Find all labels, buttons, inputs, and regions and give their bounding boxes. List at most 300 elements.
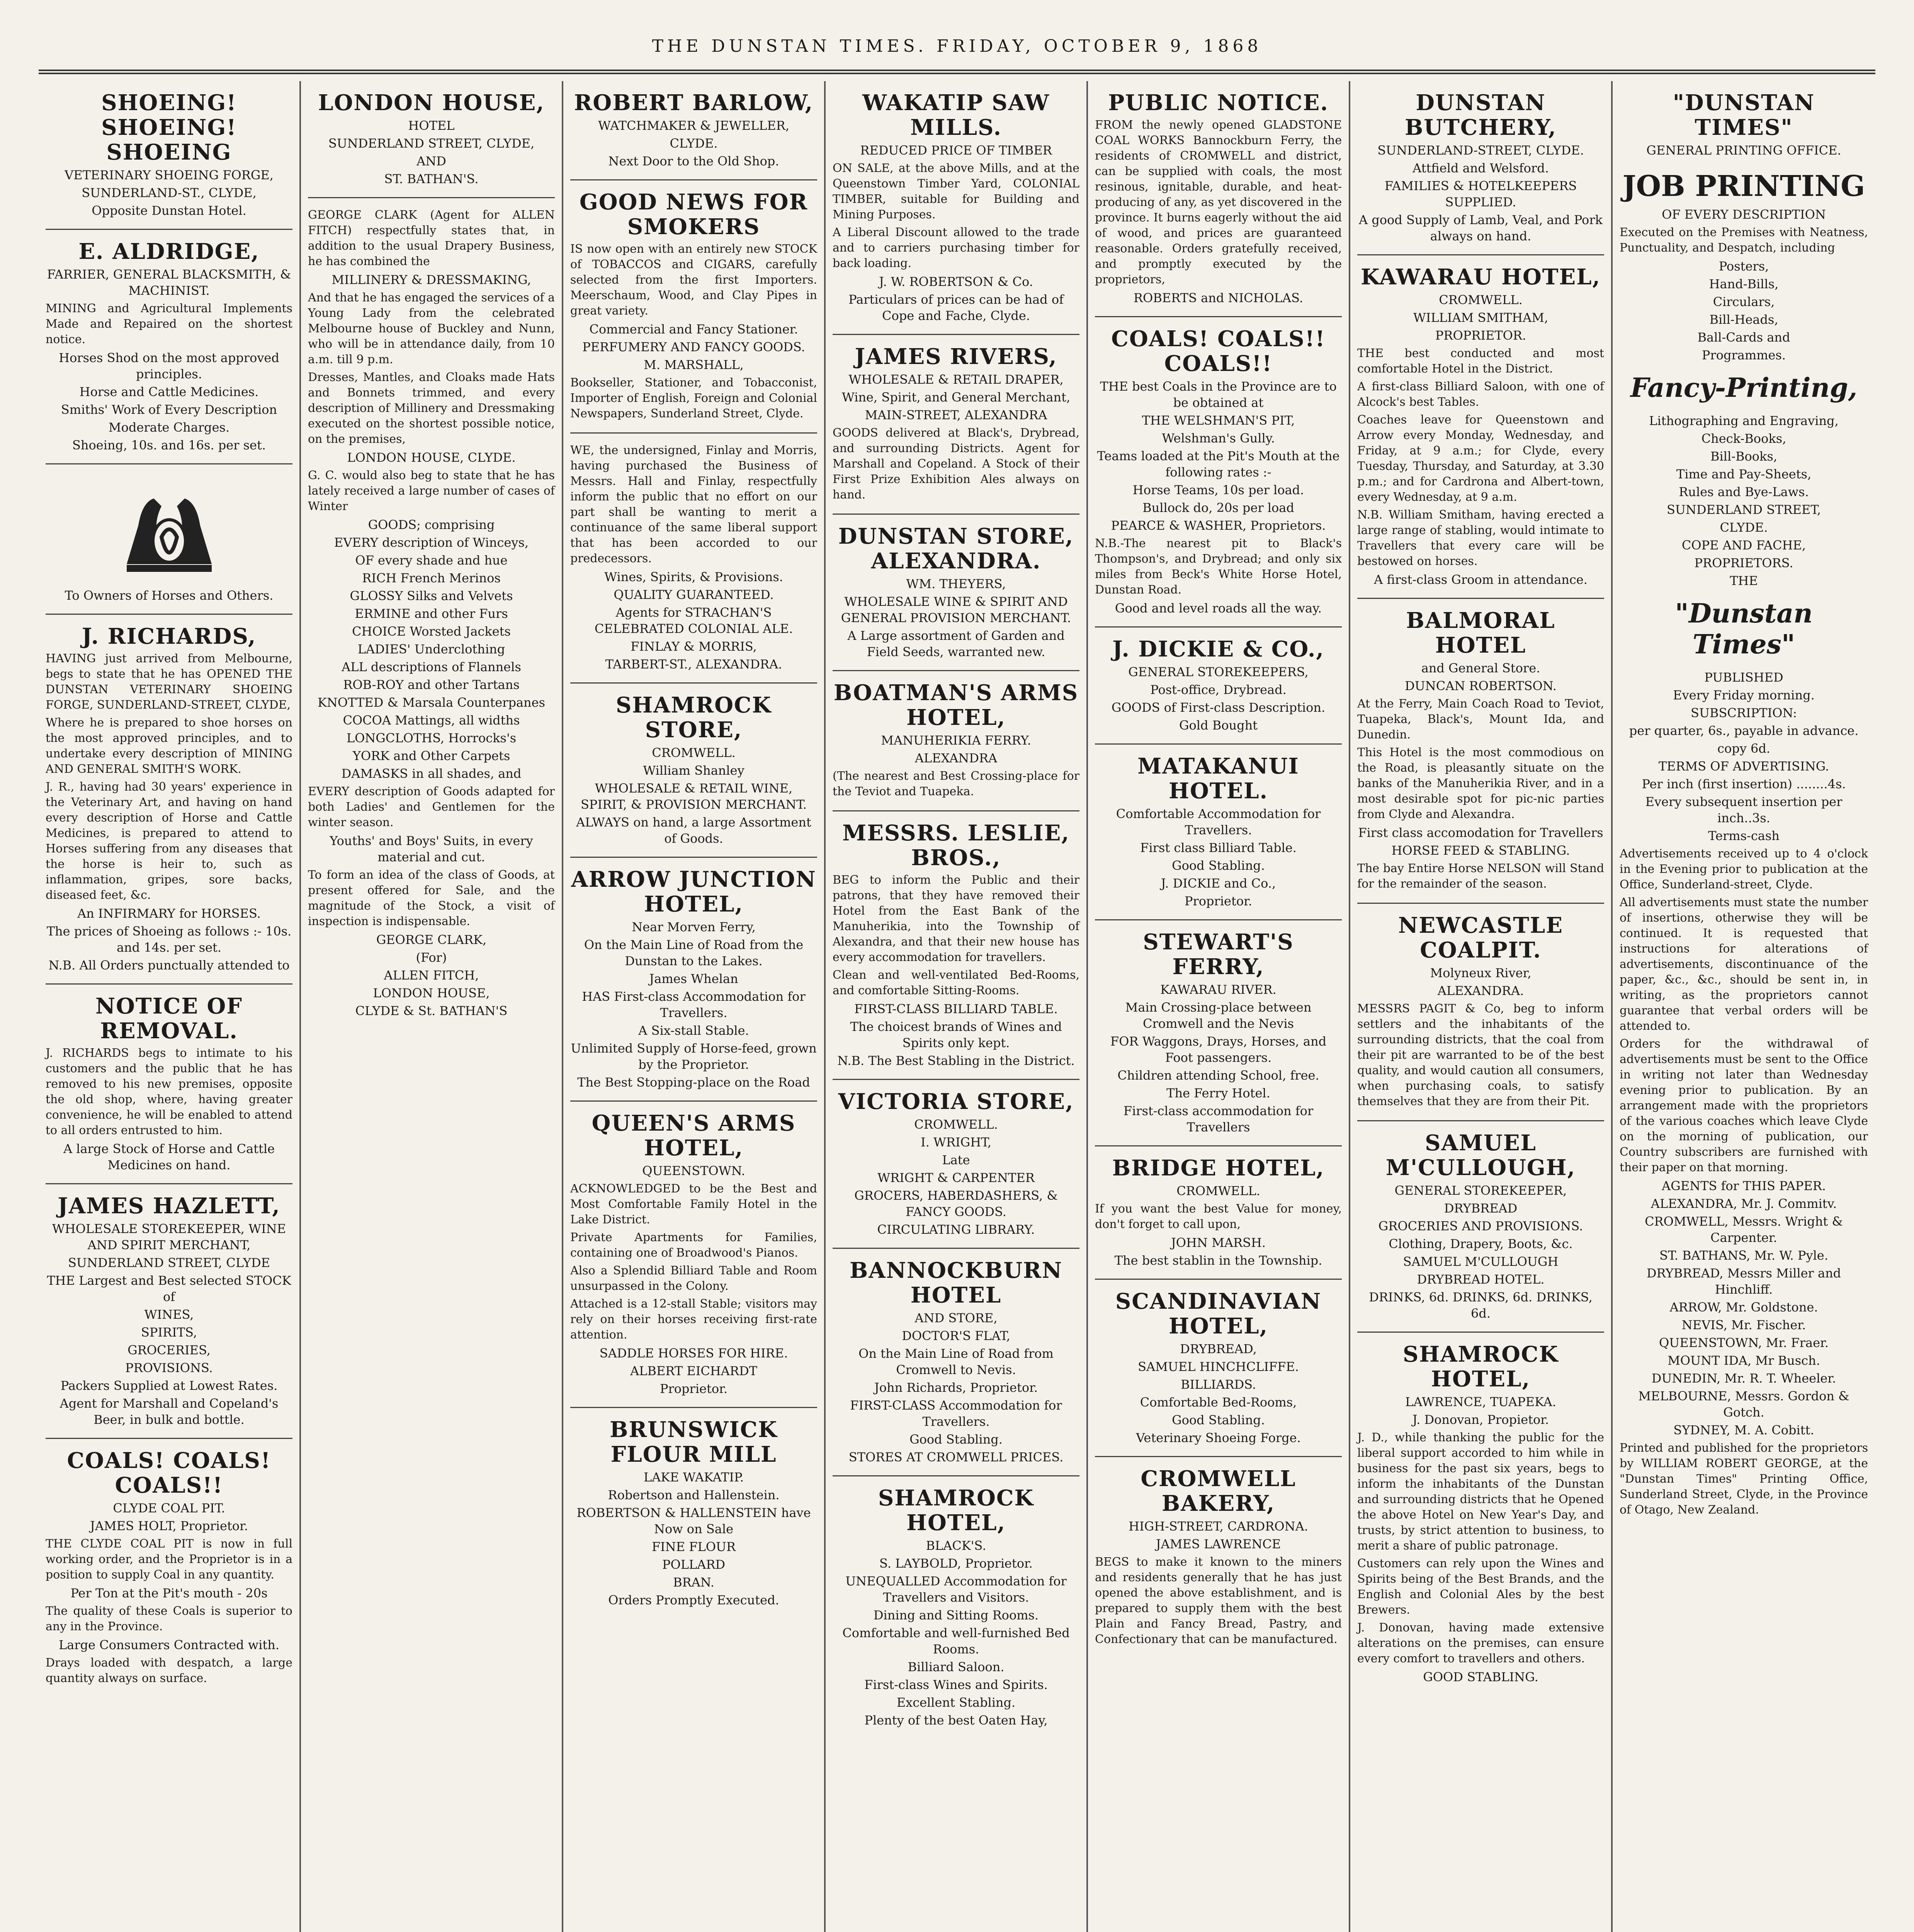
ad-line: COCOA Mattings, all widths	[343, 713, 520, 728]
ad-line: FAMILIES & HOTELKEEPERS SUPPLIED.	[1384, 179, 1577, 209]
ad-line: EVERY description of Winceys,	[334, 535, 529, 550]
ad-line: The Best Stopping-place on the Road	[577, 1075, 810, 1090]
column-2	[301, 81, 563, 1932]
ad-line: Printed and published for the proprietors by WILLIAM ROBERT GEORGE, at the "Dunstan Times" Printing Office, Sunderland Street, Clyde, in the Province of Otago, New Zealand.	[1620, 1441, 1868, 1517]
ad-heading: SCANDINAVIAN HOTEL,	[1115, 1289, 1322, 1339]
ad-line: GOODS delivered at Black's, Drybread, and surrounding Districts. Agent for Marshall and Copeland. A Stock of their First Prize Exhibition Ales always on hand.	[833, 426, 1079, 502]
ad-heading: JAMES RIVERS,	[855, 344, 1057, 369]
ad-line: WRIGHT & CARPENTER	[877, 1170, 1035, 1185]
ad-line: BEGS to make it known to the miners and residents generally that he has just opened the above establishment, and is prepared to supply them with the best Plain and Fancy Bread, Pastry, and Confectionary that can be manufactured.	[1095, 1555, 1342, 1646]
ad-line: HOTEL	[408, 118, 455, 133]
ad-line: LONDON HOUSE, CLYDE.	[347, 450, 516, 465]
ad-line: AND	[416, 154, 446, 168]
ad-line: MINING and Agricultural Implements Made and Repaired on the shortest notice.	[46, 302, 292, 346]
advertisement	[570, 434, 817, 684]
ad-line: ALEXANDRA, Mr. J. Commitv.	[1651, 1196, 1837, 1211]
ad-heading: DUNSTAN STORE, ALEXANDRA.	[838, 524, 1074, 574]
ad-line: Dining and Sitting Rooms.	[873, 1608, 1039, 1622]
ad-line: DRYBREAD,	[1180, 1342, 1257, 1356]
ad-line: AGENTS for THIS PAPER.	[1662, 1179, 1826, 1193]
ad-line: SUNDERLAND STREET, CLYDE	[68, 1255, 270, 1270]
ad-line: Bill-Heads,	[1709, 312, 1778, 327]
advertisement	[1357, 1121, 1604, 1333]
ad-line: Main Crossing-place between Cromwell and the Nevis	[1125, 1000, 1312, 1031]
ad-line: First class Billiard Table.	[1140, 840, 1297, 855]
ad-line: N.B.-The nearest pit to Black's Thompson's, and Drybread; and only six miles from Beck's White Horse Hotel, Dunstan Road.	[1095, 537, 1342, 597]
ad-heading: "DUNSTAN TIMES"	[1673, 90, 1815, 140]
ad-line: Clean and well-ventilated Bed-Rooms, and comfortable Sitting-Rooms.	[833, 968, 1079, 997]
advertisement	[570, 858, 817, 1102]
ad-line: JAMES LAWRENCE	[1156, 1537, 1281, 1551]
ad-line: A Large assortment of Garden and Field Seeds, warranted new.	[847, 628, 1065, 659]
ad-line: PEARCE & WASHER, Proprietors.	[1111, 518, 1326, 533]
ad-line: ALLEN FITCH,	[384, 968, 479, 983]
ad-line: THE best Coals in the Province are to be obtained at	[1100, 379, 1337, 410]
ad-line: THE	[1730, 573, 1758, 588]
ad-heading: PUBLIC NOTICE.	[1108, 90, 1329, 116]
ad-line: and General Store.	[1421, 661, 1540, 675]
ad-line: Billiard Saloon.	[908, 1660, 1005, 1674]
ad-line: EVERY description of Goods adapted for both Ladies' and Gentlemen for the winter season.	[308, 785, 555, 829]
ad-line: Horses Shod on the most approved principles.	[59, 350, 279, 381]
ad-line: Time and Pay-Sheets,	[1676, 467, 1812, 481]
ad-line: CLYDE.	[670, 136, 718, 151]
ad-line: GOOD STABLING.	[1423, 1670, 1538, 1684]
ad-line: Executed on the Premises with Neatness, Punctuality, and Despatch, including	[1620, 226, 1868, 255]
ad-line: Plenty of the best Oaten Hay,	[864, 1713, 1048, 1728]
column-1	[39, 81, 301, 1932]
ad-line: SAMUEL M'CULLOUGH	[1403, 1254, 1559, 1269]
ad-line: J. DICKIE and Co.,	[1161, 876, 1276, 891]
ad-line: Comfortable Accommodation for Travellers.	[1116, 806, 1321, 837]
ad-line: copy 6d.	[1717, 741, 1770, 756]
advertisement	[833, 1476, 1079, 1738]
column-4	[826, 81, 1088, 1932]
advertisement	[46, 985, 292, 1184]
ad-line: Good Stabling.	[1172, 858, 1265, 873]
advertisement	[46, 615, 292, 985]
ad-line: The quality of these Coals is superior to any in the Province.	[46, 1604, 292, 1633]
ad-line: The best stablin in the Township.	[1114, 1253, 1322, 1268]
advertisement	[46, 464, 292, 615]
ad-line: Horse and Cattle Medicines.	[79, 384, 259, 399]
advertisement	[570, 1102, 817, 1408]
ad-line: FINLAY & MORRIS,	[631, 639, 757, 654]
ad-line: "Dunstan Times"	[1675, 598, 1813, 660]
ad-line: First class accomodation for Travellers	[1358, 825, 1603, 840]
ad-line: TERMS OF ADVERTISING.	[1658, 759, 1829, 774]
ad-line: DUNEDIN, Mr. R. T. Wheeler.	[1651, 1371, 1836, 1386]
ad-line: GLOSSY Silks and Velvets	[350, 588, 513, 603]
ad-line: PROPRIETOR.	[1435, 328, 1526, 343]
ad-heading: WAKATIP SAW MILLS.	[862, 90, 1050, 140]
ad-line: WHOLESALE & RETAIL WINE, SPIRIT, & PROVISION MERCHANT.	[580, 781, 807, 812]
ad-line: GENERAL STOREKEEPERS,	[1128, 665, 1309, 679]
ad-heading: CROMWELL BAKERY,	[1141, 1466, 1296, 1516]
masthead: THE DUNSTAN TIMES. FRIDAY, OCTOBER 9, 1868	[39, 23, 1875, 74]
ad-line: Rules and Bye-Laws.	[1679, 485, 1809, 499]
ad-line: N.B. All Orders punctually attended to	[48, 958, 290, 973]
ad-heading: BRIDGE HOTEL,	[1112, 1155, 1325, 1181]
advertisement	[570, 81, 817, 180]
ad-line: GEORGE CLARK,	[376, 932, 487, 947]
ad-line: SAMUEL HINCHCLIFFE.	[1138, 1359, 1299, 1374]
ad-line: FIRST-CLASS BILLIARD TABLE.	[854, 1002, 1058, 1016]
ad-line: WILLIAM SMITHAM,	[1413, 310, 1549, 325]
ad-line: The prices of Shoeing as follows :- 10s. and 14s. per set.	[46, 924, 292, 955]
ad-line: ST. BATHANS, Mr. W. Pyle.	[1659, 1248, 1828, 1263]
ad-line: Every Friday morning.	[1673, 688, 1815, 702]
ad-line: Welshman's Gully.	[1162, 431, 1275, 446]
ad-line: And that he has engaged the services of a Young Lady from the celebrated Melbourne house of Buckley and Nunn, who will be in attendance daily, from 10 a.m. till 9 p.m.	[308, 291, 555, 366]
ad-line: Fancy-Printing,	[1630, 372, 1858, 403]
advertisement	[1095, 1457, 1342, 1658]
ad-line: Proprietor.	[1184, 894, 1253, 908]
ad-line: REDUCED PRICE OF TIMBER	[860, 143, 1052, 158]
ad-line: MESSRS PAGIT & Co, beg to inform settlers and the inhabitants of the surrounding districts, that the coal from their pit are warranted to be of the best quality, and would caution all consumers, when purchasing coals, to satisfy themselves that they are from their Pit.	[1357, 1002, 1604, 1108]
advertisement	[570, 180, 817, 434]
ad-line: DOCTOR'S FLAT,	[902, 1328, 1010, 1343]
ad-line: Robertson and Hallenstein.	[608, 1488, 780, 1502]
ad-line: SUBSCRIPTION:	[1691, 706, 1797, 720]
ad-line: POLLARD	[662, 1557, 726, 1572]
ad-heading: BOATMAN'S ARMS HOTEL,	[833, 680, 1079, 730]
ad-heading: J. RICHARDS,	[82, 624, 257, 649]
ad-line: GOODS; comprising	[368, 517, 495, 532]
advertisement	[1095, 628, 1342, 745]
ad-line: FARRIER, GENERAL BLACKSMITH, & MACHINIST.	[47, 267, 291, 298]
ad-line: OF EVERY DESCRIPTION	[1662, 207, 1826, 222]
ad-line: Ball-Cards and	[1697, 330, 1790, 345]
column-6	[1350, 81, 1613, 1932]
ad-line: ST. BATHAN'S.	[384, 172, 479, 186]
ad-line: The Ferry Hotel.	[1166, 1086, 1270, 1100]
ad-line: THE CLYDE COAL PIT is now in full working order, and the Proprietor is in a position to supply Coal in any quantity.	[46, 1537, 292, 1582]
ad-heading: SHAMROCK HOTEL,	[878, 1485, 1034, 1536]
ad-line: MAIN-STREET, ALEXANDRA	[865, 408, 1047, 422]
advertisement	[833, 1080, 1079, 1249]
ad-line: Check-Books,	[1701, 431, 1787, 446]
ad-heading: VICTORIA STORE,	[838, 1089, 1074, 1114]
ad-line: G. C. would also beg to state that he has lately received a large number of cases of Winter	[308, 469, 555, 513]
ad-line: Horse Teams, 10s per load.	[1132, 483, 1304, 497]
ad-line: This Hotel is the most commodious on the Road, is pleasantly situate on the banks of the Manuherikia River, and in a most desirable spot for pic-nic parties from Clyde and Alexandra.	[1357, 746, 1604, 821]
ad-line: LAKE WAKATIP.	[643, 1470, 744, 1485]
ad-line: QUEENSTOWN, Mr. Fraer.	[1659, 1335, 1829, 1350]
ad-line: Where he is prepared to shoe horses on the most approved principles, and to undertake every description of MINING AND GENERAL SMITH'S WORK.	[46, 716, 292, 776]
ad-line: KNOTTED & Marsala Counterpanes	[318, 695, 545, 710]
ad-line: Drays loaded with despatch, a large quantity always on surface.	[46, 1656, 292, 1685]
ad-heading: BALMORAL HOTEL	[1406, 608, 1555, 658]
ad-line: SYDNEY, M. A. Cobitt.	[1673, 1423, 1814, 1437]
ad-line: ALBERT EICHARDT	[630, 1364, 757, 1378]
ad-line: I. WRIGHT,	[921, 1135, 991, 1150]
ad-line: CLYDE & St. BATHAN'S	[355, 1003, 508, 1018]
ad-line: CROMWELL.	[914, 1117, 998, 1132]
ad-line: On the Main Line of Road from the Dunstan to the Lakes.	[584, 937, 804, 968]
ad-line: FIRST-CLASS Accommodation for Travellers.	[850, 1398, 1062, 1429]
ad-line: Teams loaded at the Pit's Mouth at the following rates :-	[1097, 449, 1340, 480]
ad-line: GOODS of First-class Description.	[1111, 700, 1326, 715]
ad-line: YORK and Other Carpets	[352, 748, 510, 763]
ad-line: WE, the undersigned, Finlay and Morris, having purchased the Business of Messrs. Hall and Finlay, respectfully inform the public that no effort on our part shall be wanting to merit a continuance of the same liberal support that has been accorded to our predecessors.	[570, 444, 817, 565]
ad-line: QUALITY GUARANTEED.	[614, 587, 774, 602]
ad-line: Attfield and Welsford.	[1413, 161, 1549, 175]
ad-heading: SHAMROCK HOTEL,	[1402, 1342, 1559, 1392]
ad-line: DUNCAN ROBERTSON.	[1405, 679, 1557, 693]
ad-line: THE WELSHMAN'S PIT,	[1142, 413, 1295, 428]
ad-line: ERMINE and other Furs	[355, 606, 508, 621]
ad-line: GROCERIES,	[127, 1343, 211, 1357]
ad-heading: GOOD NEWS FOR SMOKERS	[579, 189, 808, 240]
ad-line: Moderate Charges.	[108, 420, 230, 435]
ad-line: Shoeing, 10s. and 16s. per set.	[72, 438, 266, 452]
ad-line: MILLINERY & DRESSMAKING,	[331, 272, 531, 287]
ad-line: WHOLESALE STOREKEEPER, WINE AND SPIRIT MERCHANT,	[52, 1221, 286, 1252]
ad-line: LADIES' Underclothing	[357, 642, 505, 656]
ad-line: DRYBREAD	[1444, 1201, 1518, 1216]
ad-line: SUNDERLAND STREET, CLYDE,	[328, 136, 535, 151]
ad-line: CIRCULATING LIBRARY.	[877, 1222, 1035, 1237]
ad-line: An INFIRMARY for HORSES.	[77, 906, 261, 921]
advertisement	[1095, 1280, 1342, 1457]
ad-line: Every subsequent insertion per inch..3s.	[1645, 794, 1843, 825]
ad-line: Good Stabling.	[909, 1432, 1003, 1447]
ad-line: ALWAYS on hand, a large Assortment of Goods.	[576, 815, 811, 846]
ad-line: LAWRENCE, TUAPEKA.	[1405, 1395, 1556, 1409]
ad-line: MANUHERIKIA FERRY.	[881, 733, 1031, 748]
ad-line: Per Ton at the Pit's mouth - 20s	[70, 1586, 268, 1600]
advertisement	[570, 684, 817, 858]
advertisement	[1095, 81, 1342, 317]
ad-line: Commercial and Fancy Stationer.	[589, 322, 798, 337]
ad-line: DRYBREAD HOTEL.	[1417, 1272, 1545, 1287]
ad-line: UNEQUALLED Accommodation for Travellers and Visitors.	[845, 1574, 1067, 1605]
ad-line: WHOLESALE WINE & SPIRIT AND GENERAL PROVISION MERCHANT.	[841, 594, 1071, 625]
advertisement	[833, 81, 1079, 335]
ad-line: First-class accommodation for Travellers	[1123, 1104, 1314, 1134]
advertisement	[46, 81, 292, 230]
ad-line: ALEXANDRA	[915, 751, 998, 765]
ad-line: Agent for Marshall and Copeland's Beer, in bulk and bottle.	[59, 1396, 279, 1427]
advertisement	[308, 81, 555, 198]
ad-heading: MATAKANUI HOTEL.	[1137, 753, 1299, 804]
ad-heading: SHAMROCK STORE,	[615, 692, 772, 743]
advertisement	[1095, 1146, 1342, 1280]
ad-line: SUNDERLAND STREET,	[1666, 502, 1821, 517]
ad-line: DRINKS, 6d. DRINKS, 6d. DRINKS, 6d.	[1369, 1290, 1593, 1321]
ad-line: Next Door to the Old Shop.	[608, 154, 779, 168]
ad-line: WINES,	[144, 1307, 194, 1322]
ad-line: A first-class Groom in attendance.	[1374, 572, 1588, 587]
ad-line: LONGCLOTHS, Horrocks's	[346, 731, 517, 745]
ad-heading: NOTICE OF REMOVAL.	[95, 993, 243, 1044]
ad-line: SADDLE HORSES FOR HIRE.	[599, 1346, 788, 1361]
ad-line: CLYDE COAL PIT.	[113, 1501, 225, 1515]
ad-line: ALEXANDRA.	[1437, 983, 1524, 998]
ad-line: Coaches leave for Queenstown and Arrow every Monday, Wednesday, and Friday, at 9 a.m.; for Clyde, every Tuesday, Thursday, and Saturday, at 3.30 p.m.; and for Cardrona and Albert-town, every Wednesday, at 9 a.m.	[1357, 413, 1604, 504]
ad-heading: J. DICKIE & CO.,	[1112, 636, 1324, 662]
ad-line: J. Donovan, Propietor.	[1412, 1412, 1549, 1427]
ad-line: Post-office, Drybread.	[1150, 682, 1287, 697]
ad-line: Veterinary Shoeing Forge.	[1136, 1430, 1301, 1445]
ad-line: Excellent Stabling.	[896, 1695, 1016, 1710]
ad-line: Per inch (first insertion) ........4s.	[1642, 777, 1846, 791]
ad-line: HAS First-class Accommodation for Travellers.	[582, 989, 806, 1020]
advertisement	[1620, 81, 1868, 1529]
column-3	[563, 81, 826, 1932]
ad-line: QUEENSTOWN.	[642, 1163, 745, 1178]
ad-heading: STEWART'S FERRY,	[1143, 929, 1294, 980]
ad-line: PROVISIONS.	[125, 1361, 213, 1375]
ad-heading: ARROW JUNCTION HOTEL,	[571, 867, 816, 917]
advertisement	[46, 1439, 292, 1697]
ad-line: HORSE FEED & STABLING.	[1391, 843, 1570, 858]
ad-heading: BRUNSWICK FLOUR MILL	[610, 1417, 778, 1467]
ad-line: Packers Supplied at Lowest Rates.	[60, 1378, 278, 1393]
ad-heading: QUEEN'S ARMS HOTEL,	[592, 1111, 796, 1161]
ad-line: GROCERIES AND PROVISIONS.	[1378, 1219, 1583, 1233]
ad-heading: MESSRS. LESLIE, BROS.,	[842, 820, 1070, 871]
ad-line: M. MARSHALL,	[644, 357, 744, 372]
ad-line: Bill-Books,	[1710, 449, 1778, 464]
ad-line: SUNDERLAND-STREET, CLYDE.	[1377, 143, 1584, 158]
ad-line: CROMWELL.	[1439, 293, 1523, 307]
ad-line: MOUNT IDA, Mr Busch.	[1668, 1353, 1820, 1368]
ad-heading: ROBERT BARLOW,	[574, 90, 814, 116]
ad-heading: E. ALDRIDGE,	[78, 239, 260, 264]
ad-line: Bullock do, 20s per load	[1142, 500, 1294, 515]
ad-line: NEVIS, Mr. Fischer.	[1681, 1318, 1806, 1332]
ad-heading: JAMES HAZLETT,	[58, 1193, 280, 1219]
ad-line: Children attending School, free.	[1117, 1068, 1319, 1083]
ad-line: GENERAL STOREKEEPER,	[1394, 1183, 1567, 1198]
ad-line: HAVING just arrived from Melbourne, begs to state that he has OPENED THE DUNSTAN VETERINARY SHOEING FORGE, SUNDERLAND-STREET, CLYDE,	[46, 652, 292, 712]
advertisement	[1357, 81, 1604, 255]
ad-line: JOHN MARSH.	[1171, 1235, 1266, 1250]
ad-heading: BANNOCKBURN HOTEL	[849, 1258, 1063, 1308]
ad-line: Gold Bought	[1179, 718, 1258, 733]
ad-line: On the Main Line of Road from Cromwell to Nevis.	[858, 1346, 1054, 1377]
ad-line: FROM the newly opened GLADSTONE COAL WORKS Bannockburn Ferry, the residents of CROMWELL and district, can be supplied with coals, the most resinous, ignitable, durable, and heat-producing of any, as yet discovered in the province. It burns eagerly without the aid of wood, and prices are guaranteed reasonable. Orders gratefully received, and promptly executed by the proprietors,	[1095, 118, 1342, 286]
ad-line: CLYDE.	[1720, 520, 1768, 535]
ad-heading: SHOEING! SHOEING! SHOEING	[101, 90, 237, 165]
ad-line: Terms-cash	[1708, 828, 1780, 843]
ad-line: ARROW, Mr. Goldstone.	[1669, 1300, 1818, 1315]
ad-line: If you want the best Value for money, don't forget to call upon,	[1095, 1202, 1342, 1231]
ad-line: LONDON HOUSE,	[373, 986, 490, 1000]
advertisement	[833, 671, 1079, 811]
ad-line: GENERAL PRINTING OFFICE.	[1646, 143, 1841, 158]
ad-line: The choicest brands of Wines and Spirits only kept.	[850, 1019, 1062, 1050]
ad-line: All advertisements must state the number of insertions, otherwise they will be continued. It is requested that instructions for alterations of advertisements, discontinuance of the paper, &c., &c., should be sent in, in writing, as the proprietors cannot guarantee that verbal orders will be attended to.	[1620, 896, 1868, 1033]
advertisement	[833, 515, 1079, 671]
advertisement	[833, 335, 1079, 515]
ad-line: (The nearest and Best Crossing-place for the Teviot and Tuapeka.	[833, 769, 1079, 798]
ad-line: ROB-ROY and other Tartans	[343, 677, 520, 692]
advertisement	[1095, 317, 1342, 628]
advertisement	[1357, 255, 1604, 599]
ad-line: DRYBREAD, Messrs Miller and Hinchliff.	[1646, 1266, 1841, 1297]
ad-line: PROPRIETORS.	[1694, 556, 1793, 570]
ad-line: Near Morven Ferry,	[632, 920, 756, 934]
horse-crest-icon	[111, 479, 227, 580]
ad-line: KAWARAU RIVER.	[1160, 982, 1277, 997]
ad-line: J. D., while thanking the public for the liberal support accorded to him while in business for the past six years, begs to inform the inhabitants of the Dunstan and surrounding districts that he Opened the above Hotel on New Year's Day, and trusts, by strict attention to business, to merit a share of public patronage.	[1357, 1431, 1604, 1553]
advertisement	[833, 811, 1079, 1080]
ad-line: James Whelan	[649, 971, 738, 986]
ad-line: (For)	[416, 950, 447, 965]
ad-line: Wines, Spirits, & Provisions.	[604, 570, 783, 584]
ad-line: A first-class Billiard Saloon, with one of Alcock's best Tables.	[1357, 380, 1604, 409]
ad-line: A Six-stall Stable.	[638, 1023, 749, 1038]
ad-line: WHOLESALE & RETAIL DRAPER,	[848, 372, 1064, 387]
ad-line: Comfortable and well-furnished Bed Rooms.	[842, 1626, 1070, 1656]
advertisement	[1357, 1333, 1604, 1695]
ad-line: CROMWELL.	[652, 745, 736, 760]
ad-line: Private Apartments for Families, containing one of Broadwood's Pianos.	[570, 1231, 817, 1260]
ad-line: John Richards, Proprietor.	[874, 1380, 1038, 1395]
ad-line: Good Stabling.	[1172, 1413, 1265, 1427]
ad-line: FINE FLOUR	[651, 1539, 736, 1554]
ad-line: Orders for the withdrawal of advertisements must be sent to the Office in writing not later than Wednesday evening prior to publication. By an arrangement made with the proprietors of the various coaches which leave Clyde on the morning of publication, our Country subscribers are furnished with their paper on that morning.	[1620, 1037, 1868, 1174]
ad-line: ROBERTSON & HALLENSTEIN have Now on Sale	[576, 1505, 811, 1536]
ad-line: Good and level roads all the way.	[1115, 601, 1322, 616]
ad-line: SPIRITS,	[141, 1325, 197, 1340]
advertisement	[833, 1249, 1079, 1476]
ad-line: The bay Entire Horse NELSON will Stand for the remainder of the season.	[1357, 862, 1604, 891]
ad-line: HIGH-STREET, CARDRONA.	[1129, 1519, 1308, 1534]
advertisement	[570, 1408, 817, 1618]
ad-line: To form an idea of the class of Goods, at present offered for Sale, and the magnitude of the Stock, a visit of inspection is indispensable.	[308, 868, 555, 928]
ad-line: TARBERT-ST., ALEXANDRA.	[605, 657, 782, 672]
ad-heading: KAWARAU HOTEL,	[1360, 264, 1601, 290]
ad-line: J. RICHARDS begs to intimate to his customers and the public that he has removed to his new premises, opposite the old shop, where, having greater convenience, he will be enabled to attend to all orders entrusted to him.	[46, 1046, 292, 1137]
ad-line: A Liberal Discount allowed to the trade and to carriers purchasing timber for back loading.	[833, 226, 1079, 270]
ad-line: BLACK'S.	[926, 1538, 986, 1553]
ad-line: Clothing, Drapery, Boots, &c.	[1389, 1236, 1573, 1251]
ad-line: Wine, Spirit, and General Merchant,	[841, 390, 1071, 405]
ad-line: Late	[942, 1153, 970, 1167]
ad-line: JAMES HOLT, Proprietor.	[90, 1519, 248, 1533]
ad-line: To Owners of Horses and Others.	[65, 588, 274, 603]
advertisement	[308, 198, 555, 1029]
ad-line: BRAN.	[673, 1575, 714, 1590]
column-5	[1088, 81, 1350, 1932]
ad-line: Orders Promptly Executed.	[608, 1593, 779, 1607]
ad-line: DAMASKS in all shades, and	[341, 766, 522, 781]
ad-line: PERFUMERY AND FANCY GOODS.	[582, 340, 805, 354]
ad-line: Lithographing and Engraving,	[1649, 413, 1839, 428]
ad-line: Large Consumers Contracted with.	[58, 1638, 279, 1652]
ad-line: Attached is a 12-stall Stable; visitors may rely on their horses receiving first-rate attention.	[570, 1297, 817, 1342]
ad-line: ON SALE, at the above Mills, and at the Queenstown Timber Yard, COLONIAL TIMBER, suitable for Building and Mining Purposes.	[833, 162, 1079, 221]
ad-line: THE best conducted and most comfortable Hotel in the District.	[1357, 347, 1604, 376]
ad-line: At the Ferry, Main Coach Road to Teviot, Tuapeka, Black's, Mount Ida, and Dunedin.	[1357, 697, 1604, 742]
ad-line: IS now open with an entirely new STOCK of TOBACCOS and CIGARS, carefully selected from the first Importers. Meerschaum, Wood, and Clay Pipes in great variety.	[570, 242, 817, 318]
ad-line: AND STORE,	[915, 1311, 998, 1325]
ad-line: A good Supply of Lamb, Veal, and Pork always on hand.	[1358, 213, 1603, 243]
ad-line: J. W. ROBERTSON & Co.	[879, 274, 1033, 289]
ad-heading: COALS! COALS!! COALS!!	[1111, 326, 1326, 376]
columns-container	[39, 81, 1875, 1932]
ad-line: STORES AT CROMWELL PRICES.	[848, 1450, 1064, 1464]
ad-line: CROMWELL, Messrs. Wright & Carpenter.	[1645, 1214, 1843, 1245]
ad-heading: SAMUEL M'CULLOUGH,	[1385, 1130, 1576, 1180]
ad-line: per quarter, 6s., payable in advance.	[1629, 723, 1859, 738]
column-7	[1613, 81, 1875, 1932]
ad-line: BILLIARDS.	[1180, 1377, 1256, 1392]
